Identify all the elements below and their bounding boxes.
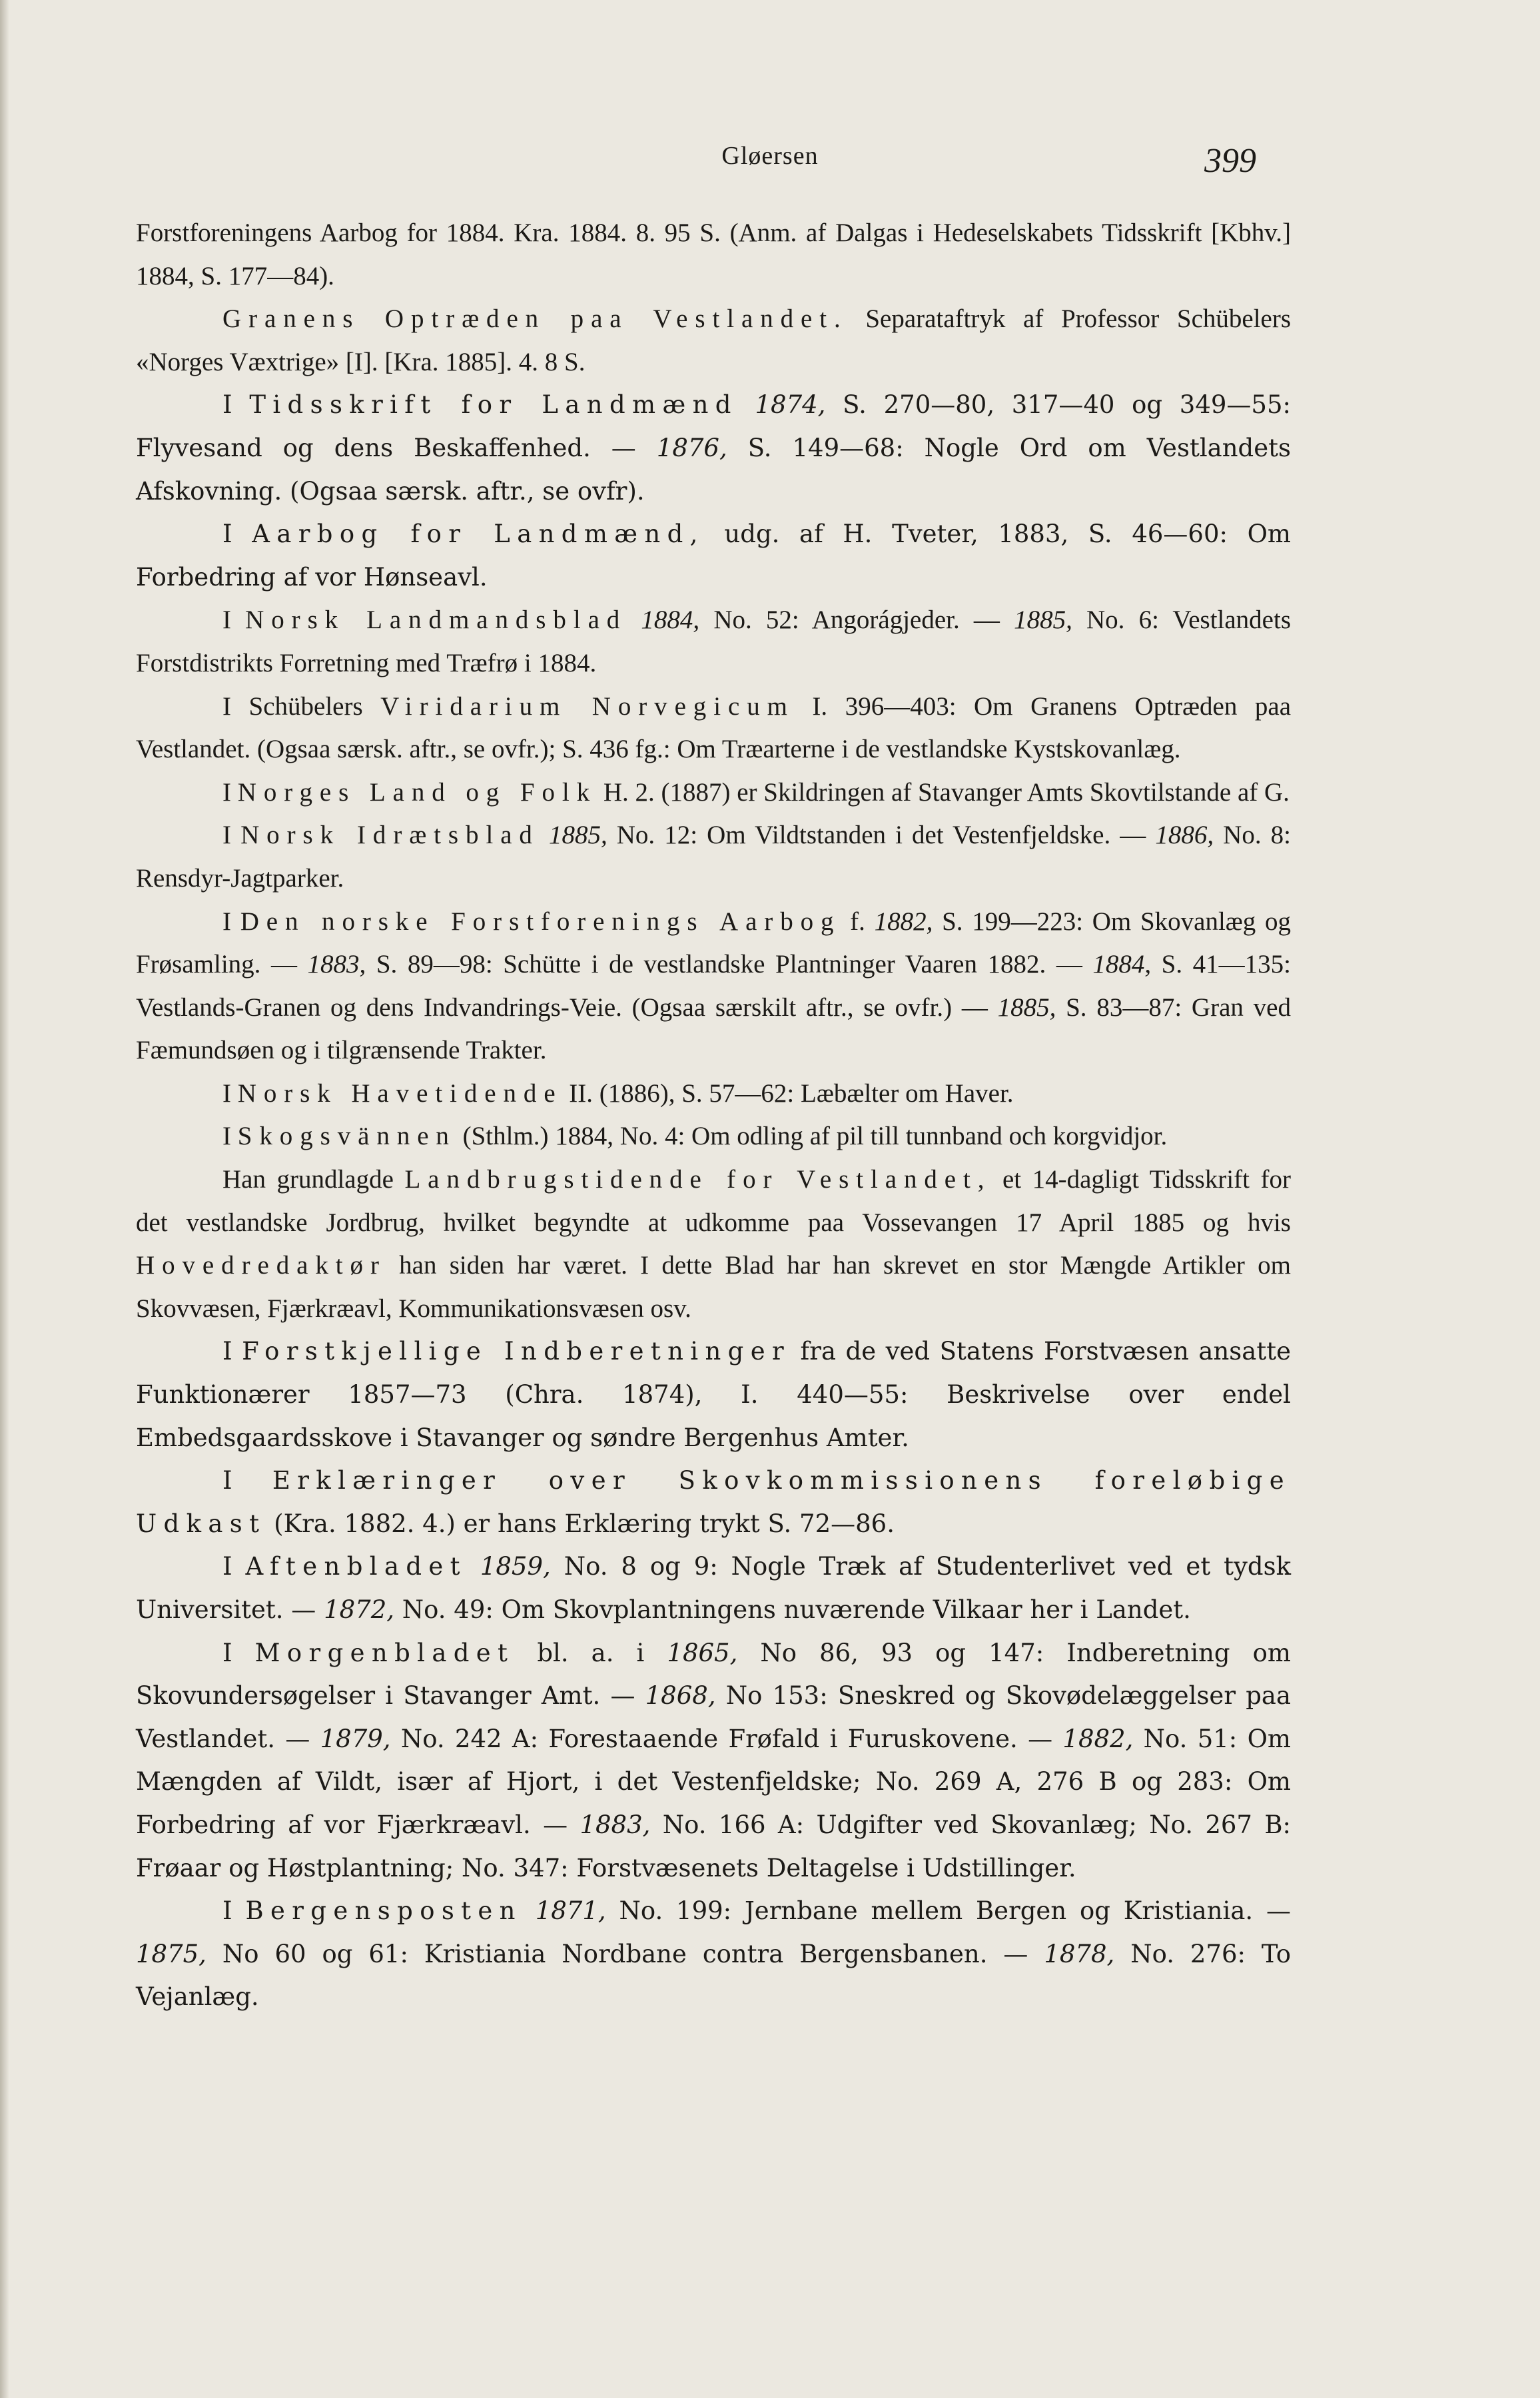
text-segment: No. 12: Om Vildtstanden i det Vestenfjeldske. — <box>607 821 1156 850</box>
text-segment: No. 276: To Vejanlæg. <box>136 1939 1291 2012</box>
text-segment: Separataftryk af Professor Schübelers «Norges Væxtrige» [I]. [Kra. 1885]. 4. 8 S. <box>136 304 1291 376</box>
text-segment: No 60 og 61: Kristiania Nordbane contra Bergensbanen. — <box>206 1939 1044 1968</box>
text-segment: I <box>222 777 238 807</box>
italic-year: 1885, <box>997 993 1056 1022</box>
spaced-title: Granens Optræden paa Vestlandet. <box>222 304 848 334</box>
text-segment: han siden har været. I dette Blad har han skrevet en stor Mængde Artikler om Skovvæsen, Fjærkræavl, Kommunikationsvæsen osv. <box>136 1251 1291 1323</box>
paragraph <box>136 814 1291 900</box>
text-segment: I <box>222 1552 246 1581</box>
text-segment: I <box>222 1078 238 1108</box>
text-segment: S. 149—68: Nogle Ord om Vestlandets Afskovning. (Ogsaa særsk. aftr., se ovfr). <box>136 433 1291 506</box>
paragraph <box>136 771 1291 815</box>
spaced-title: Hovedredaktør <box>136 1251 386 1280</box>
text-segment: I <box>222 1466 272 1495</box>
paragraph <box>136 298 1291 384</box>
text-segment: I <box>222 1122 238 1151</box>
italic-year: 1868, <box>645 1681 716 1711</box>
italic-year: 1883, <box>579 1810 651 1839</box>
text-segment: I <box>222 821 241 850</box>
text-segment: S. 41—135: Vestlands-Granen og dens Indvandrings-Veie. (Ogsaa særskilt aftr., se ovfr.) — <box>136 950 1292 1022</box>
paragraph <box>136 685 1291 771</box>
spaced-title: Landbrugstidende for Vestlandet, <box>404 1165 992 1194</box>
text-segment: S. 270—80, 317—40 og 349—55: Flyvesand og dens Beskaffenhed. — <box>136 390 1291 462</box>
italic-year: 1884, <box>1092 950 1152 979</box>
paragraph <box>136 901 1291 1072</box>
italic-year: 1883, <box>307 950 366 979</box>
text-segment <box>738 390 755 419</box>
spaced-title: Forstkjellige Indberetninger <box>242 1337 791 1366</box>
spaced-title: Norsk Havetidende <box>237 1078 563 1108</box>
text-segment: I <box>222 907 240 936</box>
text-segment: No. 6: Vestlandets Forstdistrikts Forretning med Træfrø i 1884. <box>136 605 1291 677</box>
spaced-title: Bergensposten <box>245 1896 522 1926</box>
text-segment: (Kra. 1882. 4.) er hans Erklæring trykt S. 72—86. <box>266 1509 895 1538</box>
spaced-title: Norsk Idrætsblad <box>240 821 540 850</box>
italic-year: 1878, <box>1044 1939 1115 1968</box>
text-segment: S. 199—223: Om Skovanlæg og Frøsamling. — <box>136 907 1291 979</box>
text-segment: I <box>222 1896 246 1926</box>
text-segment: No 86, 93 og 147: Indberetning om Skovundersøgelser i Stavanger Amt. — <box>136 1638 1291 1711</box>
text-segment: No. 199: Jernbane mellem Bergen og Kristiania. — <box>605 1896 1292 1926</box>
text-segment <box>627 605 641 634</box>
text-segment: I <box>222 1337 242 1366</box>
body-text <box>136 212 1291 2019</box>
text-segment: No. 166 A: Udgifter ved Skovanlæg; No. 267 B: Frøaar og Høstplantning; No. 347: Forstvæsenets Deltagelse i Udstillinger. <box>136 1810 1292 1882</box>
paragraph <box>136 212 1291 298</box>
text-segment: I <box>222 1638 255 1667</box>
text-segment: No. 49: Om Skovplantningens nuværende Vilkaar her i Landet. <box>394 1595 1191 1624</box>
paragraph <box>136 1545 1291 1631</box>
running-head: Gløersen <box>721 142 819 170</box>
paragraph <box>136 513 1291 599</box>
paragraph <box>136 1115 1291 1158</box>
spaced-title: Erklæringer over Skovkommissionens foreløbige Udkast <box>136 1466 1291 1538</box>
spaced-title: Den norske Forstforenings Aarbog <box>240 907 841 936</box>
text-segment: No. 8: Rensdyr-Jagtparker. <box>136 821 1292 893</box>
text-segment: (Sthlm.) 1884, No. 4: Om odling af pil till tunnband och korgvidjor. <box>456 1122 1168 1151</box>
paragraph <box>136 384 1291 513</box>
italic-year: 1885, <box>1014 605 1072 635</box>
italic-year: 1885, <box>548 821 607 850</box>
text-segment: Forstforeningens Aarbog for 1884. Kra. 1884. 8. 95 S. (Anm. af Dalgas i Hedeselskabets Tidsskrift [Kbhv.] 1884, S. 177—84). <box>136 218 1291 290</box>
text-segment: No. 51: Om Mængden af Vildt, især af Hjort, i det Vestenfjeldske; No. 269 A, 276 B og 283: Om Forbedring af vor Fjærkræavl. — <box>136 1724 1291 1839</box>
text-segment: I <box>222 390 250 420</box>
text-segment: Han grundlagde <box>222 1165 405 1194</box>
text-segment: f. <box>841 907 875 936</box>
paragraph <box>136 1330 1291 1459</box>
spaced-title: Skogsvännen <box>237 1122 456 1151</box>
text-segment: I <box>222 605 246 635</box>
italic-year: 1859, <box>480 1552 551 1581</box>
spaced-title: Norges Land og Folk <box>237 777 597 807</box>
spaced-title: Morgenbladet <box>254 1638 515 1667</box>
text-segment: No. 8 og 9: Nogle Træk af Studenterlivet ved et tydsk Universitet. — <box>136 1552 1291 1624</box>
text-segment: H. 2. (1887) er Skildringen af Stavanger Amts Skovtilstande af G. <box>597 777 1290 807</box>
italic-year: 1872, <box>324 1595 395 1624</box>
paragraph <box>136 1632 1291 1890</box>
paragraph <box>136 1072 1291 1116</box>
text-segment: I. 396—403: Om Granens Optræden paa Vestlandet. (Ogsaa særsk. aftr., se ovfr.); S. 436 fg.: Om Træarterne i de vestlandske Kystskovanlæg. <box>136 691 1292 764</box>
italic-year: 1882, <box>874 907 933 936</box>
italic-year: 1882, <box>1062 1724 1134 1753</box>
text-segment: No. 52: Angorágjeder. — <box>699 605 1014 635</box>
italic-year: 1886, <box>1155 821 1214 850</box>
italic-year: 1884, <box>641 605 700 635</box>
text-segment <box>540 821 549 849</box>
text-segment: fra de ved Statens Forstvæsen ansatte Funktionærer 1857—73 (Chra. 1874), I. 440—55: Beskrivelse over endel Embedsgaardsskove i Stavanger og søndre Bergenhus Amter. <box>136 1337 1291 1452</box>
spaced-title: Viridarium Norvegicum <box>380 691 795 721</box>
italic-year: 1875, <box>136 1939 206 1968</box>
spaced-title: Aftenbladet <box>245 1552 467 1581</box>
spaced-title: Norsk Landmandsblad <box>245 605 627 635</box>
text-segment: et 14-dagligt Tidsskrift for det vestlandske Jordbrug, hvilket begyndte at udkomme paa Vossevangen 17 April 1885 og hvis <box>136 1165 1291 1237</box>
italic-year: 1871, <box>535 1896 606 1926</box>
text-segment: udg. af H. Tveter, 1883, S. 46—60: Om Forbedring af vor Hønseavl. <box>136 520 1292 592</box>
text-segment: No 153: Sneskred og Skovødelæggelser paa Vestlandet. — <box>136 1681 1291 1753</box>
text-segment: S. 89—98: Schütte i de vestlandske Plantninger Vaaren 1882. — <box>366 950 1093 979</box>
text-segment: bl. a. i <box>514 1638 667 1667</box>
italic-year: 1865, <box>667 1638 738 1667</box>
spaced-title: Aarbog for Landmænd, <box>252 520 705 549</box>
text-segment: S. 83—87: Gran ved Fæmundsøen og i tilgrænsende Trakter. <box>136 993 1291 1065</box>
text-segment <box>522 1896 536 1925</box>
italic-year: 1876, <box>656 433 727 462</box>
text-segment: II. (1886), S. 57—62: Læbælter om Haver. <box>562 1078 1014 1108</box>
text-segment <box>467 1552 480 1581</box>
text-segment: I <box>222 520 252 549</box>
italic-year: 1874, <box>755 390 826 420</box>
spaced-title: Tidsskrift for Landmænd <box>249 390 738 420</box>
page-number: 399 <box>1204 142 1256 180</box>
paragraph <box>136 1158 1291 1330</box>
italic-year: 1879, <box>320 1724 391 1753</box>
paragraph <box>136 599 1291 685</box>
text-segment: I Schübelers <box>222 691 381 721</box>
paragraph <box>136 1459 1291 1545</box>
paragraph <box>136 1890 1291 2019</box>
text-segment: No. 242 A: Forestaaende Frøfald i Furuskovene. — <box>390 1724 1063 1753</box>
